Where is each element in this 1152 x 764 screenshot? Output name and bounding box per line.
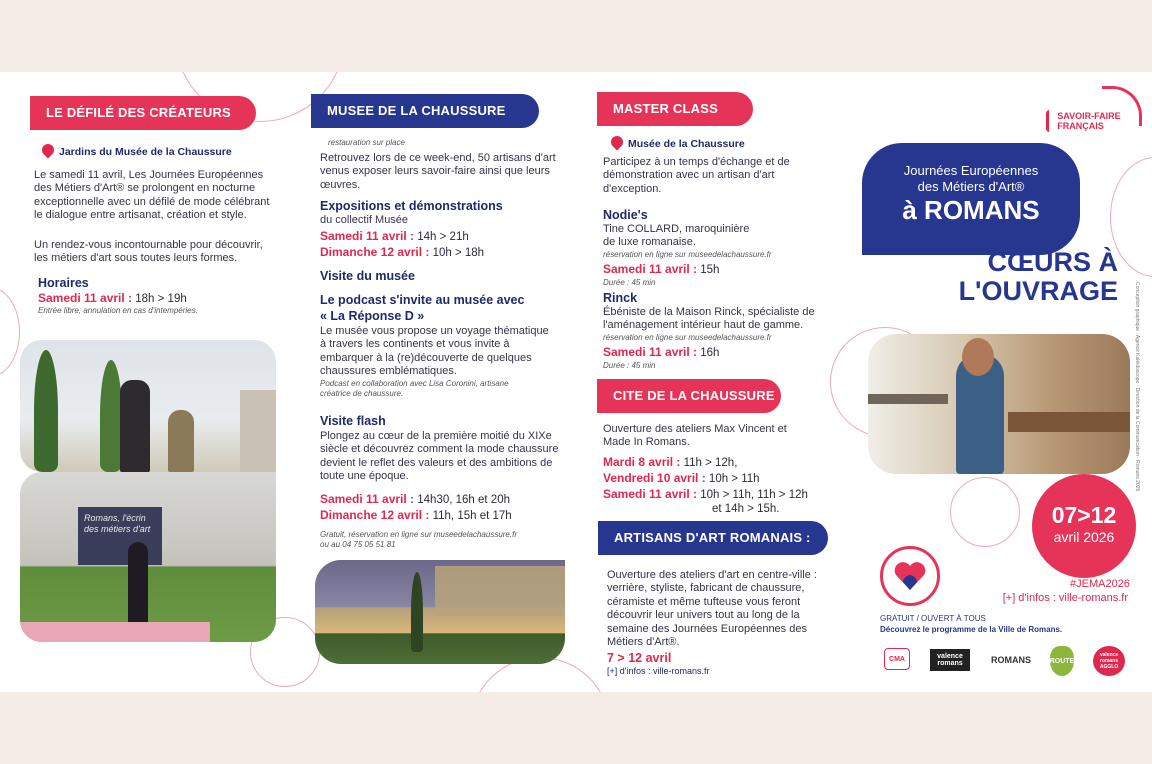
schedule-date: Dimanche 12 avril : <box>320 508 430 522</box>
schedule-date: Samedi 11 avril : <box>603 262 698 276</box>
headline-1: CŒURS À <box>987 247 1118 277</box>
rinck-heading: Rinck <box>603 291 638 305</box>
pink-carpet <box>20 622 210 642</box>
partner-logo-route: ROUTE <box>1050 646 1074 676</box>
exhibition-sign: Romans, l'écrin des métiers d'art <box>78 507 162 565</box>
date-range: 07>12 <box>1051 502 1117 528</box>
walking-model <box>128 542 148 632</box>
cite-schedule-3b: et 14h > 15h. <box>712 503 780 515</box>
schedule-date: Samedi 11 avril : <box>320 229 415 243</box>
decor-arc <box>950 477 1020 547</box>
defile-paragraph-1: Le samedi 11 avril, Les Journées Européennes des Métiers d'Art® se prolongent en nocturne exceptionnelle avec un défilé de mode célébrant le dialogue entre artisanat, création et style. <box>34 169 270 222</box>
nodie-heading: Nodie's <box>603 208 648 222</box>
schedule-date: Samedi 11 avril : <box>603 487 698 501</box>
schedule-date: Vendredi 10 avril : <box>603 471 706 485</box>
schedule-time: 14h > 21h <box>417 231 469 243</box>
artisans-text: Ouverture des ateliers d'art en centre-ville : verrière, styliste, fabricant de chaussure, céramiste et même tufteuse vous feront découvrir leur univers tout au long de la semaine des Journées Européennes des Métiers d'Art®. <box>607 569 817 649</box>
rinck-note: réservation en ligne sur museedelachaussure.fr <box>603 333 772 342</box>
schedule-date: Mardi 8 avril : <box>603 455 681 469</box>
banner-cite: CITE DE LA CHAUSSURE <box>597 379 781 413</box>
schedule-date: Samedi 11 avril : <box>38 291 133 305</box>
bubble-line-2: des Métiers d'Art® <box>917 179 1025 194</box>
title-bubble <box>862 143 1080 255</box>
schedule-date: Samedi 11 avril : <box>603 345 698 359</box>
schedule-time: 14h30, 16h et 20h <box>417 494 510 506</box>
nodie-text: Tine COLLARD, maroquinière de luxe romanaise. <box>603 223 750 249</box>
rinck-schedule <box>603 345 719 361</box>
cite-schedule-3 <box>603 487 808 503</box>
courtyard-building <box>435 566 565 616</box>
savoir-faire-text: SAVOIR-FAIRE FRANÇAIS <box>1057 111 1121 131</box>
defile-note: Entrée libre, annulation en cas d'intempéries. <box>38 306 198 315</box>
musee-intro: Retrouvez lors de ce week-end, 50 artisans d'art venus exposer leurs savoir-faire ainsi que leurs œuvres. <box>320 152 556 191</box>
decor-arc <box>0 287 20 377</box>
info-link[interactable]: [+] d'infos : ville-romans.fr <box>1002 592 1128 604</box>
programme-text: Découvrez le programme de la Ville de Romans. <box>880 625 1063 634</box>
flash-heading: Visite flash <box>320 414 386 428</box>
gratuit-text: GRATUIT / OUVERT À TOUS <box>880 614 986 623</box>
workbench <box>1008 412 1130 432</box>
nodie-note: réservation en ligne sur museedelachaussure.fr <box>603 250 772 259</box>
banner-artisans: ARTISANS D'ART ROMANAIS : <box>598 521 828 555</box>
cite-schedule-1 <box>603 455 737 471</box>
banner-musee: MUSEE DE LA CHAUSSURE <box>311 94 539 128</box>
photo-defile-garden <box>20 340 276 472</box>
bubble-line-1: Journées Européennes <box>903 163 1039 178</box>
schedule-time: 10h > 11h, 11h > 12h <box>700 489 808 501</box>
partner-logo-cma: CMA <box>884 648 910 670</box>
visite-heading: Visite du musée <box>320 269 415 283</box>
expo-schedule-2 <box>320 245 484 261</box>
model-figure <box>168 410 194 472</box>
date-year: avril 2026 <box>1053 529 1115 545</box>
defile-schedule <box>38 291 187 307</box>
expo-heading: Expositions et démonstrations <box>320 199 503 213</box>
artisan-head <box>962 338 994 376</box>
photo-musee-courtyard <box>315 560 565 664</box>
podcast-text: Le musée vous propose un voyage thématique à travers les continents et vous invite à embarquer à la (re)découverte de quelques chaussures emblématiques. <box>320 325 549 378</box>
artisans-info: [+] d'infos : ville-romans.fr <box>607 666 710 676</box>
heart-icon <box>893 561 927 591</box>
nodie-duration: Durée : 45 min <box>603 278 656 287</box>
defile-paragraph-2: Un rendez-vous incontournable pour découvrir, les métiers d'art sous toutes leurs formes. <box>34 239 263 265</box>
schedule-time: 18h > 19h <box>135 293 187 305</box>
artisans-dates: 7 > 12 avril <box>607 651 672 665</box>
cite-text: Ouverture des ateliers Max Vincent et Made In Romans. <box>603 423 787 449</box>
map-pin-icon <box>40 142 57 159</box>
cite-schedule-2 <box>603 471 760 487</box>
rinck-text: Ébéniste de la Maison Rinck, spécialiste de l'aménagement intérieur haut de gamme. <box>603 306 815 332</box>
schedule-date: Samedi 11 avril : <box>320 492 415 506</box>
brochure <box>0 72 1152 692</box>
schedule-time: 11h > 12h, <box>683 457 738 469</box>
hashtag: #JEMA2026 <box>1070 578 1130 590</box>
podcast-heading-2: « La Réponse D » <box>320 309 425 323</box>
flash-text: Plongez au cœur de la première moitié du XIXe siècle et découvrez comment la mode chaussure devient le reflet des valeurs et des ambitions de toute une époque. <box>320 430 559 483</box>
workshop-shelf <box>868 394 948 404</box>
expo-schedule-1 <box>320 229 469 245</box>
expo-subtitle: du collectif Musée <box>320 214 409 226</box>
cypress-tree <box>411 572 423 652</box>
side-credit: Conception graphique : Agence Kaléidoscope · Direction de la Communication · Romans 2026 <box>1134 282 1140 492</box>
podcast-heading: Le podcast s'invite au musée avec <box>320 293 525 307</box>
location-text: Jardins du Musée de la Chaussure <box>59 146 232 158</box>
master-intro: Participez à un temps d'échange et de démonstration avec un artisan d'art d'exception. <box>603 156 790 195</box>
headline-2: L'OUVRAGE <box>958 276 1118 306</box>
schedule-date: Dimanche 12 avril : <box>320 245 430 259</box>
banner-master-class: MASTER CLASS <box>597 92 753 126</box>
cypress-tree <box>100 360 122 472</box>
location-master-class <box>611 136 745 150</box>
partner-logo-valence-romans: valence romans <box>930 649 970 671</box>
date-circle <box>1032 474 1136 578</box>
schedule-time: 16h <box>700 347 720 359</box>
savoir-faire-icon <box>1046 110 1053 132</box>
partner-logo-romans: ROMANS <box>991 655 1031 665</box>
schedule-time: 10h > 11h <box>708 473 760 485</box>
photo-artisan-workshop <box>868 334 1130 474</box>
model-figure <box>120 380 150 472</box>
location-text: Musée de la Chaussure <box>628 138 745 150</box>
nodie-schedule <box>603 262 719 278</box>
flash-note: Gratuit, réservation en ligne sur museedelachaussure.fr ou au 04 75 05 51 81 <box>320 530 517 549</box>
flash-schedule-1 <box>320 492 510 508</box>
partner-logo-agglo: valence romans AGGLO <box>1093 646 1125 676</box>
podcast-note: Podcast en collaboration avec Lisa Coronini, artisane créatrice de chaussure. <box>320 379 509 398</box>
flash-schedule-2 <box>320 508 512 524</box>
cypress-tree <box>34 350 58 472</box>
map-pin-icon <box>609 134 626 151</box>
schedule-time: 15h <box>700 264 720 276</box>
rinck-duration: Durée : 45 min <box>603 361 656 370</box>
location-defile <box>42 144 232 158</box>
schedule-time: 10h > 18h <box>432 247 485 259</box>
photo-defile-runway <box>20 472 276 642</box>
bubble-line-3: à ROMANS <box>902 195 1040 225</box>
building-wall <box>240 390 276 472</box>
banner-defile: LE DÉFILÉ DES CRÉATEURS <box>30 96 256 130</box>
horaires-heading: Horaires <box>38 276 89 290</box>
corner-accent <box>1102 86 1142 126</box>
jema-heart-logo <box>880 546 940 606</box>
schedule-time: 11h, 15h et 17h <box>432 510 512 522</box>
restauration-note: restauration sur place <box>328 138 405 147</box>
